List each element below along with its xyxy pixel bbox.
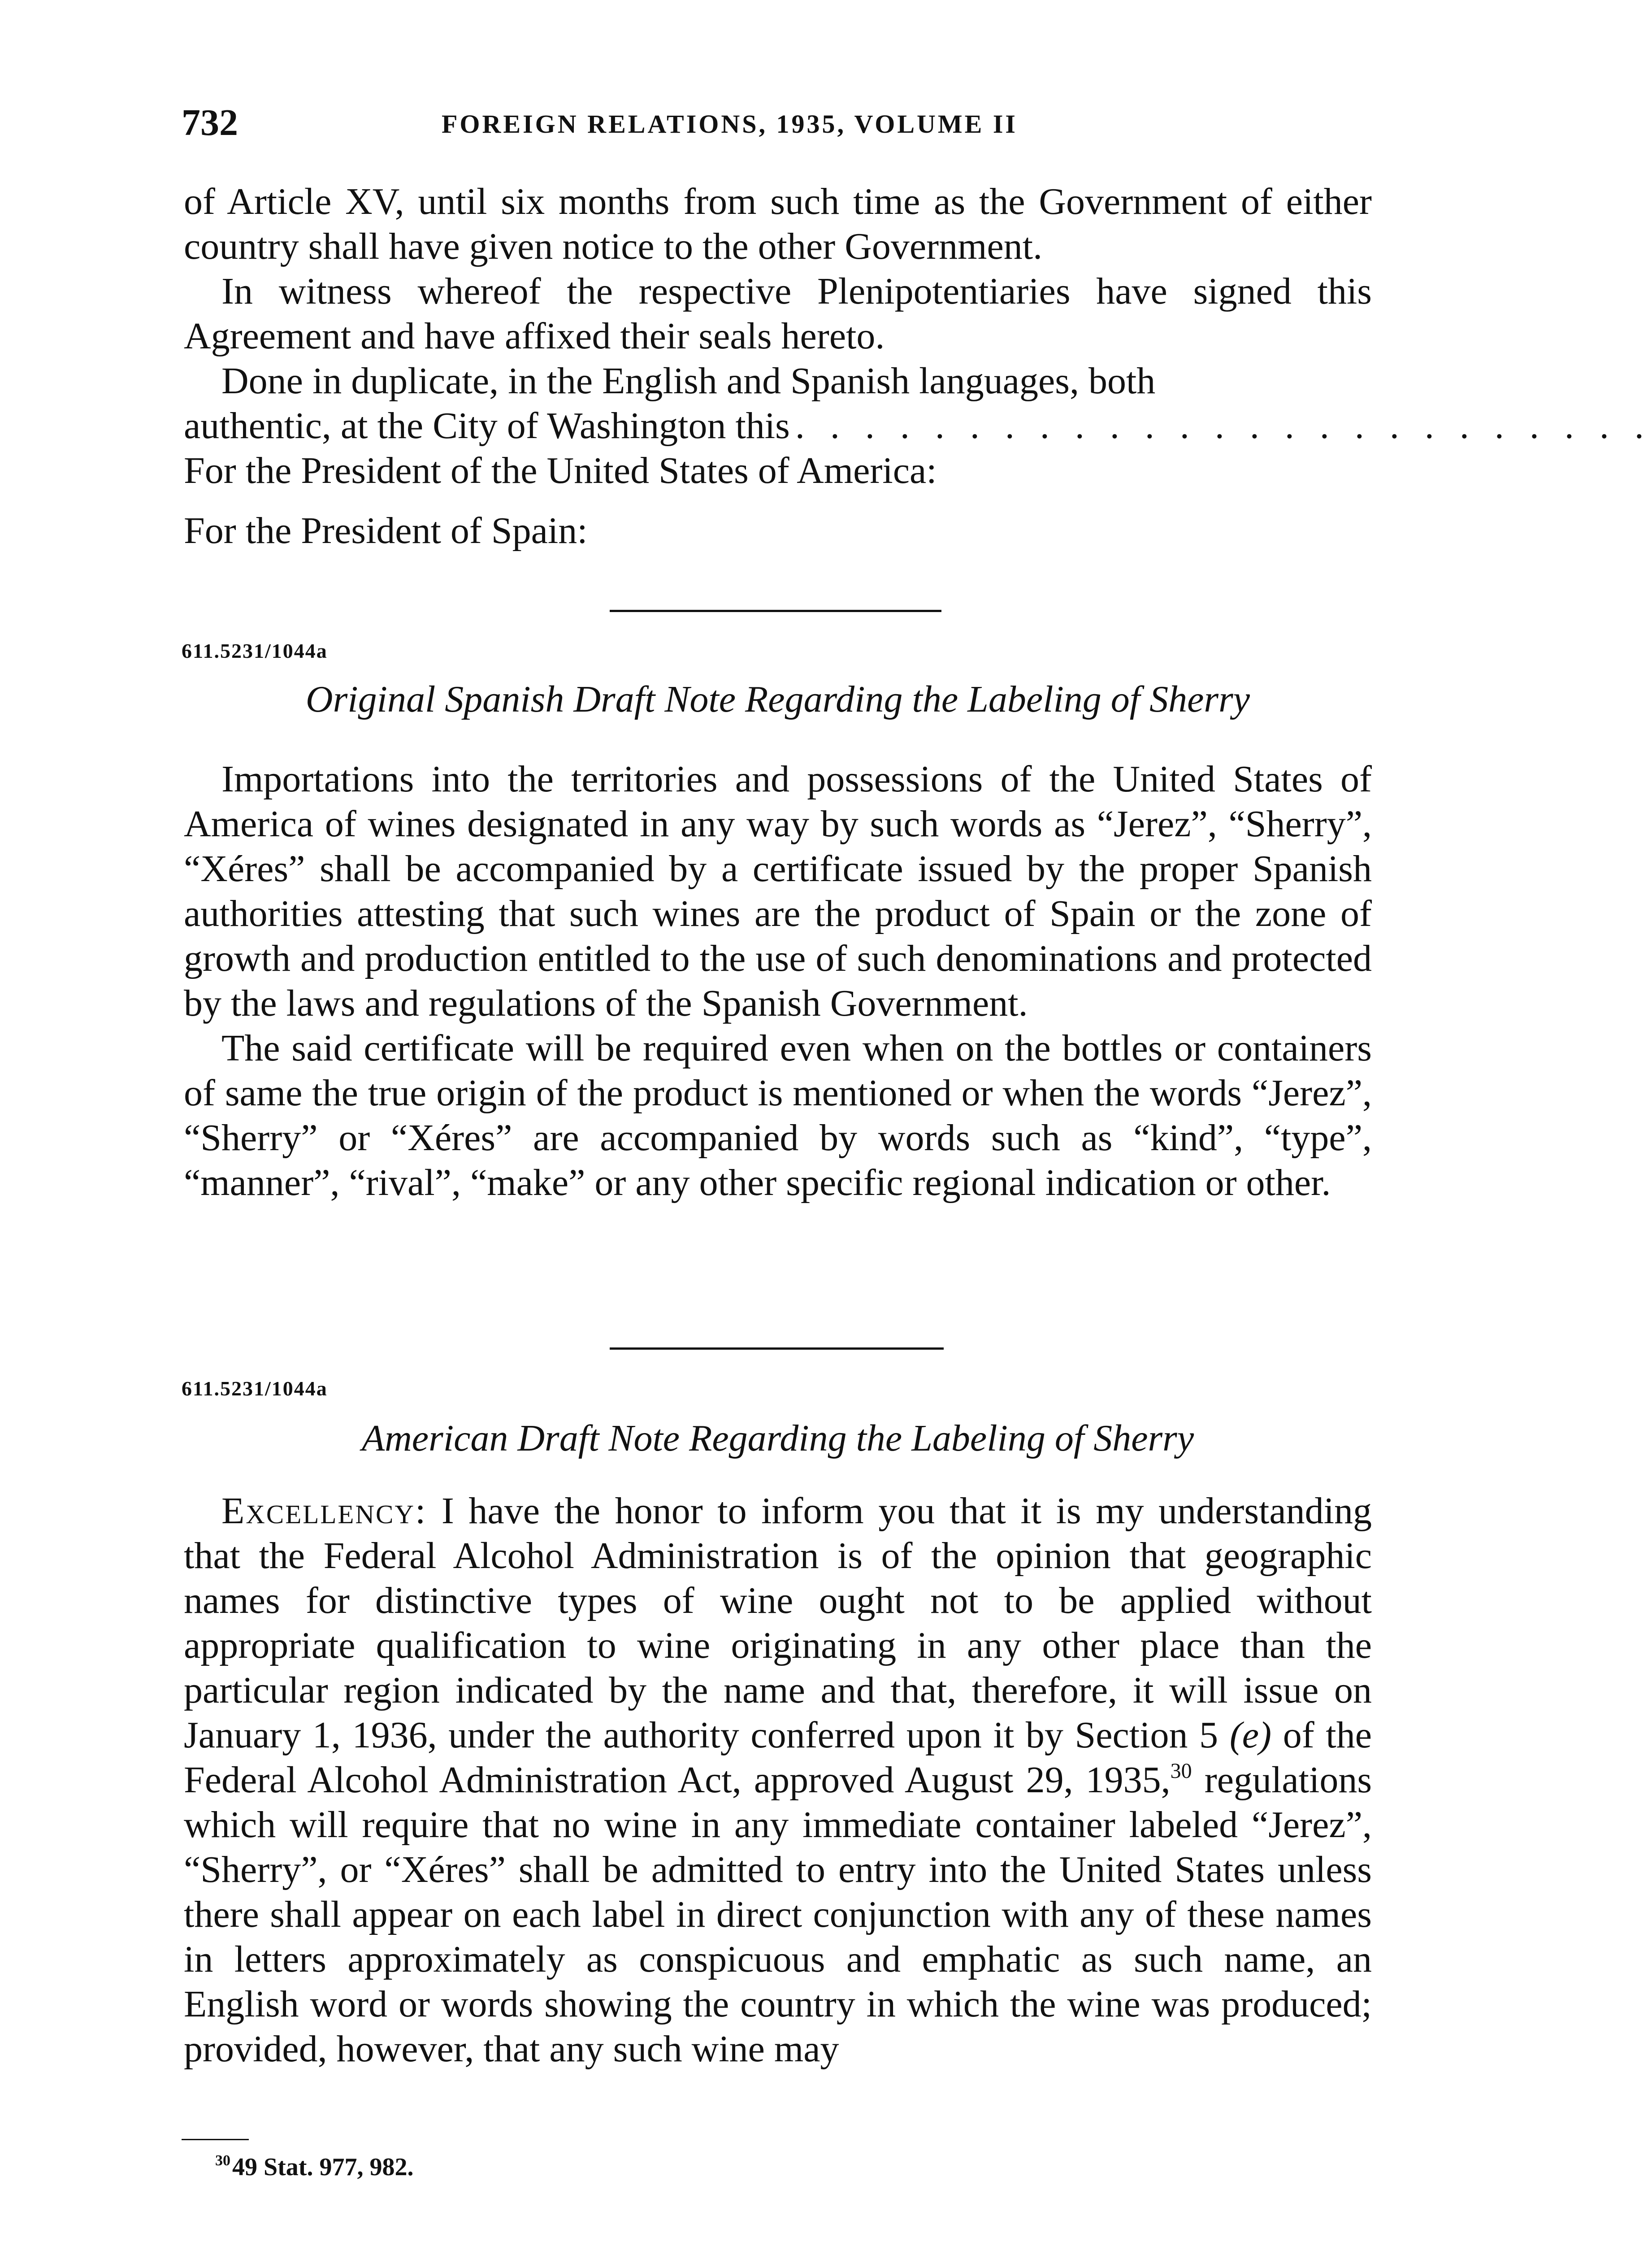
page-number: 732 xyxy=(182,102,238,143)
agreement-conclusion xyxy=(184,179,1652,553)
dot-leader: . . . . . . . . . . . . . . . . . . . . . . . . . xyxy=(795,405,1652,447)
footnote-text: 49 Stat. 977, 982. xyxy=(232,2153,414,2181)
signature-line-spain: For the President of Spain: xyxy=(184,510,588,552)
paragraph-line: authentic, at the City of Washington this xyxy=(184,405,790,447)
paragraph: In witness whereof the respective Plenipotentiaries have signed this Agreement and have affixed their seals hereto. xyxy=(184,270,1372,357)
text-run: of the Federal Alcohol Administration Act, approved August 29, 1935, xyxy=(184,1714,1372,1801)
section-divider xyxy=(610,610,941,612)
spanish-draft-note xyxy=(184,757,1372,1205)
salutation: Excellency: xyxy=(221,1490,427,1532)
paragraph: The said certificate will be required even when on the bottles or containers of same the true origin of the product is mentioned or when the words “Jerez”, “Sherry” or “Xéres” are accompanied by words such as “kind”, “type”, “manner”, “rival”, “make” or any other specific regional indication or other. xyxy=(184,1027,1372,1204)
document-title: American Draft Note Regarding the Labeling of Sherry xyxy=(361,1417,1194,1459)
page-header xyxy=(182,101,1370,155)
signature-line-us: For the President of the United States of America: xyxy=(184,450,937,491)
footnote-divider xyxy=(182,2139,249,2140)
running-head: FOREIGN RELATIONS, 1935, VOLUME II xyxy=(442,109,1018,139)
paragraph-line: Done in duplicate, in the English and Spanish languages, both xyxy=(221,360,1156,402)
section-letter: (e) xyxy=(1229,1714,1272,1756)
text-run: I have the honor to inform you that it is my understanding that the Federal Alcohol Administration is of the opinion that geographic names for distinctive types of wine ought not to be applied without appropriate qualification to wine originating in any other place than the particular region indicated by the name and that, therefore, it will issue on January 1, 1936, under the authority conferred upon it by Section 5 xyxy=(184,1490,1372,1756)
paragraph: Importations into the territories and possessions of the United States of America of wines designated in any way by such words as “Jerez”, “Sherry”, “Xéres” shall be accompanied by a certificate issued by the proper Spanish authorities attesting that such wines are the product of Spain or the zone of growth and production entitled to the use of such denominations and protected by the laws and regulations of the Spanish Government. xyxy=(184,758,1372,1024)
footnote-mark: 30 xyxy=(215,2152,230,2169)
text-run: regulations which will require that no wine in any immediate container labeled “Jerez”, “Sherry”, or “Xéres” shall be admitted to entry into the United States unless there shall appear on each label in direct conjunction with any of these names in letters approximately as conspicuous and emphatic as such name, an English word or words showing the country in which the wine was produced; provided, however, that any such wine may xyxy=(184,1759,1372,2070)
american-draft-note xyxy=(184,1489,1372,2072)
file-number: 611.5231/1044a xyxy=(182,1377,328,1400)
document-title: Original Spanish Draft Note Regarding the Labeling of Sherry xyxy=(305,678,1250,720)
paragraph-line-with-leader xyxy=(184,404,1652,448)
footnote xyxy=(215,2152,413,2181)
paragraph: of Article XV, until six months from such time as the Government of either country shall have given notice to the other Government. xyxy=(184,181,1372,267)
paragraph xyxy=(184,1489,1372,2072)
section-divider xyxy=(610,1347,944,1350)
footnote-reference: 30 xyxy=(1170,1759,1192,1783)
file-number: 611.5231/1044a xyxy=(182,639,328,662)
